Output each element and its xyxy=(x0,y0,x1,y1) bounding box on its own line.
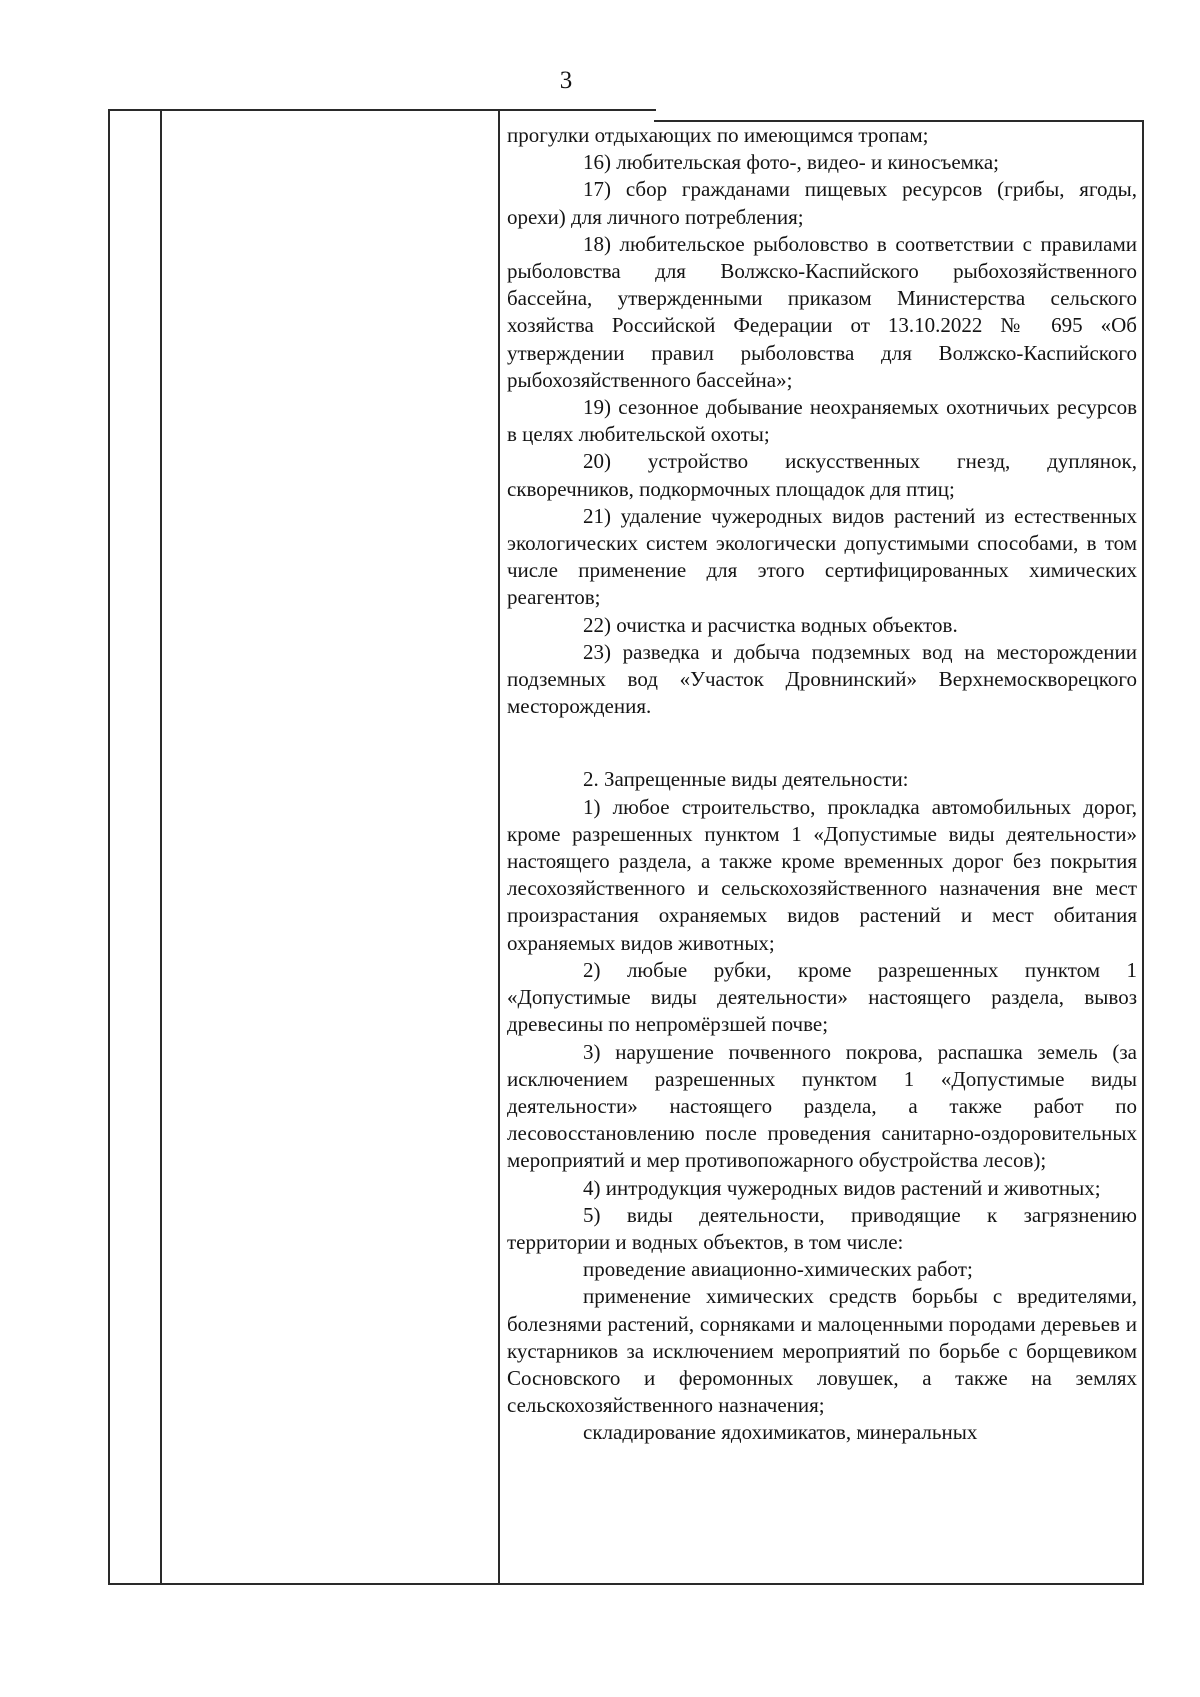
paragraph-17: применение химических средств борьбы с вредителями, болезнями растений, сорняками и малоценными породами деревьев и кустарников за исключением мероприятий по борьбе с борщевиком Сосновского и феромонных ловушек, а также на землях сельскохозяйственного назначения; xyxy=(507,1284,1137,1418)
section-heading: 2. Запрещенные виды деятельности: xyxy=(583,767,909,792)
table-right-border xyxy=(1142,120,1144,1583)
paragraph-1: прогулки отдыхающих по имеющимся тропам; xyxy=(507,123,929,147)
paragraph-15: 5) виды деятельности, приводящие к загрязнению территории и водных объектов, в том числе: xyxy=(507,1202,1137,1254)
text-cell xyxy=(507,122,1137,1447)
column-divider-2 xyxy=(498,109,500,1583)
paragraph-3: 17) сбор гражданами пищевых ресурсов (грибы, ягоды, орехи) для личного потребления; xyxy=(507,177,1137,229)
paragraph-14: 4) интродукция чужеродных видов растений и животных; xyxy=(583,1175,1101,1200)
paragraph-18: складирование ядохимикатов, минеральных xyxy=(583,1420,978,1445)
paragraph-9: 23) разведка и добыча подземных вод на месторождении подземных вод «Участок Дровнинский» Верхнемоскворецкого месторождения. xyxy=(507,639,1137,719)
paragraph-16: проведение авиационно-химических работ; xyxy=(583,1257,973,1282)
paragraph-8: 22) очистка и расчистка водных объектов. xyxy=(583,612,958,637)
paragraph-5: 19) сезонное добывание неохраняемых охотничьих ресурсов в целях любительской охоты; xyxy=(507,395,1137,447)
paragraph-12: 2) любые рубки, кроме разрешенных пунктом 1 «Допустимые виды деятельности» настоящего раздела, вывоз древесины по непромёрзшей почве; xyxy=(507,957,1137,1037)
table-top-border-left xyxy=(110,109,656,111)
paragraph-13: 3) нарушение почвенного покрова, распашка земель (за исключением разрешенных пунктом 1 «Допустимые виды деятельности» настоящего раздела, а также работ по лесовосстановлению после проведения санитарно-оздоровительных мероприятий и мер противопожарного обустройства лесов); xyxy=(507,1039,1137,1173)
paragraph-7: 21) удаление чужеродных видов растений из естественных экологических систем экологически допустимыми способами, в том числе применение для этого сертифицированных химических реагентов; xyxy=(507,503,1137,610)
paragraph-spacer xyxy=(507,720,1137,766)
column-divider-1 xyxy=(160,109,162,1583)
paragraph-4: 18) любительское рыболовство в соответствии с правилами рыболовства для Волжско-Каспийского рыбохозяйственного бассейна, утвержденными приказом Министерства сельского хозяйства Российской Федерации от 13.10.2022 № 695 «Об утверждении правил рыболовства для Волжско-Каспийского рыбохозяйственного бассейна»; xyxy=(507,231,1137,392)
paragraph-2: 16) любительская фото-, видео- и киносъемка; xyxy=(583,150,999,175)
paragraph-11: 1) любое строительство, прокладка автомобильных дорог, кроме разрешенных пунктом 1 «Допустимые виды деятельности» настоящего раздела, а также кроме временных дорог без покрытия лесохозяйственного и сельскохозяйственного назначения вне мест произрастания охраняемых видов растений и мест обитания охраняемых видов животных; xyxy=(507,794,1137,955)
paragraph-6: 20) устройство искусственных гнезд, дуплянок, скворечников, подкормочных площадок для птиц; xyxy=(507,449,1137,501)
page-number: 3 xyxy=(559,67,573,94)
